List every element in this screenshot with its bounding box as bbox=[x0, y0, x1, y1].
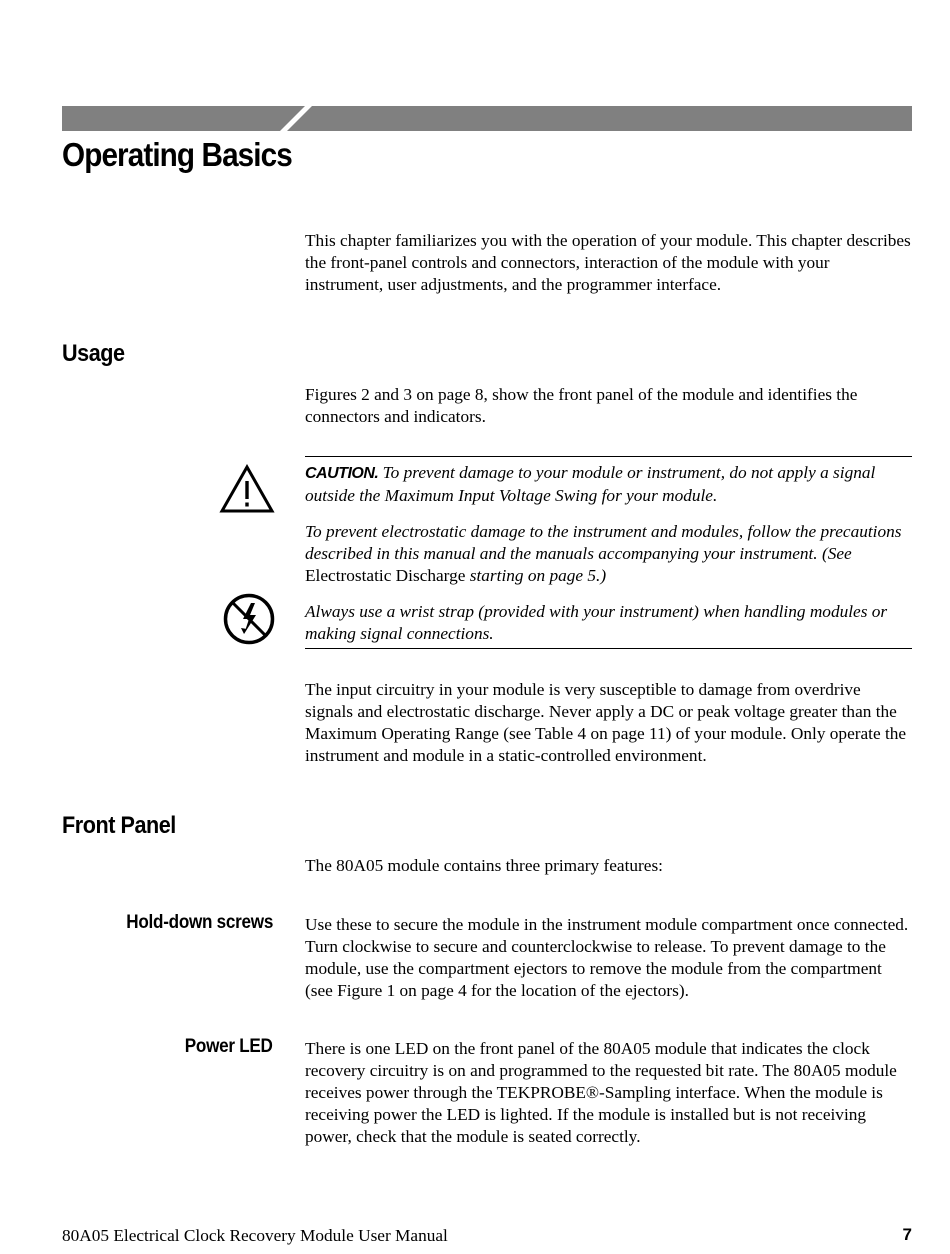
footer-manual-title: 80A05 Electrical Clock Recovery Module User Manual bbox=[62, 1226, 448, 1245]
power-led-text: There is one LED on the front panel of the 80A05 module that indicates the clock recovery circuitry is on and programmed to the requested bit rate. The 80A05 module receives power through the TEKPROBE®-Sampling interface. When the module is receiving power the LED is lighted. If the module is installed but is not receiving power, check that the module is seated correctly. bbox=[305, 1039, 897, 1146]
caution-bottom-rule bbox=[305, 648, 912, 649]
front-panel-heading: Front Panel bbox=[62, 812, 176, 839]
hold-down-screws-text: Use these to secure the module in the instrument module compartment once connected. Turn clockwise to secure and counterclockwise to release. To prevent damage to the module, use the compartment ejectors to remove the module from the compartment (see Figure 1 on page 4 for the location of the ejectors). bbox=[305, 915, 909, 1000]
chapter-title: Operating Basics bbox=[62, 136, 292, 173]
hold-down-screws-label: Hold-down screws bbox=[126, 912, 273, 933]
esd-notice bbox=[305, 521, 911, 587]
wrist-strap-notice: Always use a wrist strap (provided with your instrument) when handling modules or making signal connections. bbox=[305, 602, 888, 643]
caution-label: CAUTION. bbox=[305, 465, 379, 482]
esd-prohibited-icon bbox=[222, 592, 276, 646]
caution-text: To prevent damage to your module or instrument, do not apply a signal outside the Maximum Input Voltage Swing for your module. bbox=[305, 463, 876, 505]
esd-text-1: To prevent electrostatic damage to the instrument and modules, follow the precautions described in this manual and the manuals accompanying your instrument. (See bbox=[305, 522, 902, 563]
esd-reference: Electrostatic Discharge bbox=[305, 566, 466, 585]
esd-text-2: starting on page 5.) bbox=[469, 566, 607, 585]
usage-paragraph: Figures 2 and 3 on page 8, show the front panel of the module and identifies the connectors and indicators. bbox=[305, 385, 858, 426]
intro-paragraph: This chapter familiarizes you with the operation of your module. This chapter describes the front-panel controls and connectors, interaction of the module with your instrument, user adjustments, and the programmer interface. bbox=[305, 231, 911, 294]
caution-triangle-icon bbox=[219, 464, 275, 514]
page-number: 7 bbox=[902, 1225, 912, 1244]
front-panel-intro: The 80A05 module contains three primary features: bbox=[305, 856, 663, 875]
usage-heading: Usage bbox=[62, 340, 125, 367]
caution-notice bbox=[305, 462, 911, 507]
power-led-label: Power LED bbox=[185, 1036, 273, 1057]
input-circuitry-paragraph: The input circuitry in your module is very susceptible to damage from overdrive signals and electrostatic discharge. Never apply a DC or peak voltage greater than the Maximum Operating Range (see Table 4 on page 11) of your module. Only operate the instrument and module in a static-controlled environment. bbox=[305, 680, 907, 765]
caution-top-rule bbox=[305, 456, 912, 457]
chapter-header-band bbox=[62, 106, 912, 131]
